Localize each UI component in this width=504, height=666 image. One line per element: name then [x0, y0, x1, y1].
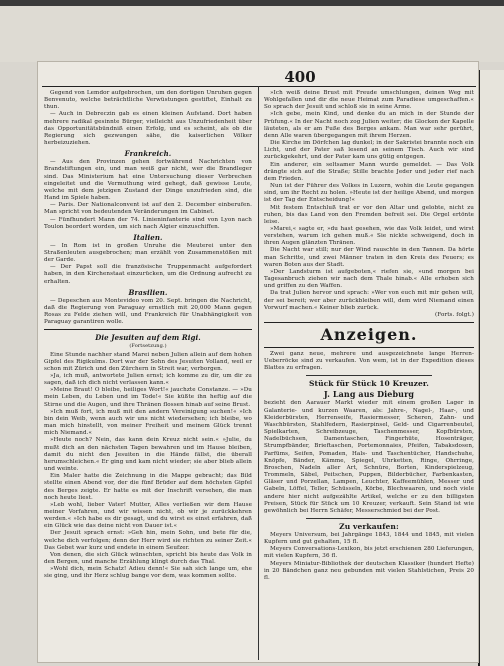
story-paragraph-9: Von denen, die sich Glück wünschten, spricht bis heute das Volk in den Bergen, und manche Erzählung klingt durch das Thal.	[44, 551, 252, 566]
story-paragraph-10: »Wohl dich, mein Schatz! Adieu denn!« Sie sah sich lange um, ehe sie ging, und ihr Herz schlug bange vor dem, was kommen sollte.	[44, 566, 252, 580]
section-rule	[44, 329, 252, 330]
shop-ad-owner: J. Lang aus Dieburg	[323, 389, 415, 400]
announcements-rule-bottom	[264, 347, 474, 348]
continuation-note: (Forts. folgt.)	[435, 311, 474, 318]
column-divider	[258, 86, 259, 660]
ad-separator-1	[306, 375, 432, 376]
right-paragraph-5: Nun ist der Führer des Volkes in Luzern, wohin die Leute gegangen sind, um ihr Recht zu holen. »Heute ist der heilige Abend, und morgen ist der Tag der Entscheidung!«	[264, 183, 474, 204]
header-rule	[42, 86, 476, 87]
right-paragraph-1: »Ich weiß deine Brust mit Freude umschlungen, deinen Weg mit Wohlgefallen und dir die neue Heimat zum Paradiese umgeschaffen.« So sprach der Jesuit und schloß sie in seine Arme.	[264, 90, 474, 111]
brazil-heading: Brasilien.	[128, 287, 168, 297]
story-paragraph-4: »Ich muß fort, ich muß mit den andern Vereinigung suchen!« »Ich bin dein Weib, wenn auch wir uns nicht wiedersehen; ich bleibe, wo man mich hinstellt, von meiner Freiheit und meinem Glück trennt mich Niemand.«	[44, 408, 252, 437]
story-paragraph-7: »Leb wohl, lieber Vater! Mutter, Alles verließen wir dem Hause meiner Vorfahren, und wir wissen nicht, ob wir je zurückkehren werden.« »Ich habe es dir gesagt, und du wirst es einst erfahren, daß ein Glück wie das deine nicht von Dauer ist.«	[44, 501, 252, 530]
sale-item-3: Meyers Miniatur-Bibliothek der deutschen Klassiker (hundert Hefte) in 20 Bändchen ganz neu gebunden mit vielen Stahlstichen, Preis 20 fl.	[264, 560, 474, 581]
story-heading: Die Jesuiten auf dem Rigi.	[95, 333, 201, 343]
right-paragraph-3: Die Kirche im Dörfchen lag dunkel; in der Sakristei brannte noch ein Licht, und der Pater saß lesend an seinem Tisch. Auch wir sind zurückgekehrt, und der Pater kam uns gütig entgegen.	[264, 140, 474, 161]
story-paragraph-2: »Ja, ich muß, antwortete Julien ernst; ich komme zu dir, um dir zu sagen, daß ich dich nicht verlassen kann.«	[44, 373, 252, 387]
announcements-heading: Anzeigen.	[320, 325, 418, 344]
intro-paragraph-2: — Auch in Debreczin gab es einen kleinen Aufstand. Dort haben mehrere radikal gesinnte Bürger, vielleicht aus Unzufriedenheit über das Opportunitätsbündniß einen Erfolg, und es scheint, als ob die Regierung sich gezwungen sähe, die kaiserlichen Völker herbeizuziehen.	[44, 111, 252, 147]
france-heading: Frankreich.	[124, 149, 172, 159]
page-number: 400	[284, 68, 316, 86]
right-paragraph-9: »Der Landsturm ist aufgeboten,« riefen sie, »und morgen bei Tagesanbruch ziehen wir nach dem Thale hinab.« Alle erhoben sich und griffen zu den Waffen.	[264, 268, 474, 290]
left-column	[44, 90, 252, 658]
sale-item-2: Meyers Conversations-Lexikon, bis jetzt erschienen 280 Lieferungen, mit vielen Kupfern, 36 fl.	[264, 546, 474, 560]
sale-item-1: Meyers Universum, bei Jahrgänge 1843, 1844 und 1845, mit vielen Kupfern und gut gehalten, 15 fl.	[264, 531, 474, 546]
sale-ad-heading: Zu verkaufen:	[339, 521, 399, 531]
right-paragraph-6: Mit festem Entschluß trat er vor den Altar und gelobte, nicht zu ruhen, bis das Land von den Fremden befreit sei. Die Orgel ertönte leise.	[264, 204, 474, 225]
right-paragraph-4: Ein anderer, ein seltsamer Mann wurde gemeldet. — Das Volk drängte sich auf die Straße; Stille brachte Jeder und jeder rief nach dem Frieden.	[264, 161, 474, 182]
right-paragraph-10: Da trat Julien hervor und sprach: »Wer von euch mit mir gehen will, der sei bereit; wer aber zurückbleiben will, dem wird Niemand einen Vorwurf machen.« Keiner blieb zurück.	[264, 290, 474, 311]
background-sheet-top	[0, 0, 504, 62]
story-paragraph-3: »Meine Braut! O bleibe, heiliges Wort!« jauchzte Constanze. — »Du mein Leben, du Leben und im Tode!« Sie küßte ihn heftig auf die Stirne und die Augen, und ihre Thränen flossen hinab auf seine Brust.	[44, 387, 252, 408]
intro-paragraph-1: Gegend von Lemdor aufgebrochen, um den dortigen Unruhen gegen Benvenuto, welche beträchtliche Verwüstungen gestiftet, Einhalt zu thun.	[44, 90, 252, 111]
story-subheading: (Fortsetzung.)	[129, 343, 167, 350]
france-paragraph-1: — Aus den Provinzen gehen fortwährend Nachrichten von Brandstiftungen ein, und man weiß gar nicht, wer die Brandleger sind. Das Ministerium hat eine Untersuchung dieser Verbrechen eingeleitet und die Vermuthung wird gehegt, daß gewisse Leute, welche mit dem jetzigen Zustand der Dinge unzufrieden sind, die Hand im Spiele haben.	[44, 159, 252, 202]
story-paragraph-8: Der Jesuit sprach ernst: »Geh hin, mein Sohn, und bete für die, welche dich verfolgen; denn der Herr wird sie richten zu seiner Zeit.« Das Gebet war kurz und endete in einem Seufzer.	[44, 530, 252, 551]
ad-separator-2	[306, 518, 432, 519]
italy-heading: Italien.	[133, 232, 163, 242]
story-paragraph-6: Ein Maler hatte die Zeichnung in die Mappe gebracht; das Bild stellte einen Abend vor, der die fünf Brüder auf dem höchsten Gipfel des Berges zeigte. Er hatte es mit der Inschrift versehen, die man noch heute liest.	[44, 473, 252, 501]
france-paragraph-3: — Fünfhundert Mann der 74. Linieninfanterie sind von Lyon nach Toulon beordert worden, um sich nach Algier einzuschiffen.	[44, 216, 252, 230]
brazil-paragraph-1: — Depeschen aus Montevideo vom 20. Sept. bringen die Nachricht, daß die Regierung von Paraguay ernstlich mit 20,000 Mann gegen Rosas zu Felde ziehen will, und Frankreich für Unabhängigkeit von Paraguay garantiren wolle.	[44, 297, 252, 326]
right-paragraph-8: Die Nacht war still; nur der Wind rauschte in den Tannen. Da hörte man Schritte, und zwei Männer traten in den Kreis des Feuers; es waren Boten aus der Stadt.	[264, 247, 474, 268]
right-column	[264, 90, 474, 658]
story-paragraph-1: Eine Stunde nachher stand Marei neben Julien allein auf dem hohen Gipfel des Rigikulms. Dort war der Sohn des Jesuiten Volland, weil er schon mit Zürich und den Zürchern in Streit war, verborgen.	[44, 351, 252, 372]
announcement-coats: Zwei ganz neue, mehrere und ausgezeichnete lange Herren-Ueberröcke sind zu verkaufen. Von wem, ist in der Expedition dieses Blattes zu erfragen.	[264, 351, 474, 372]
shop-ad-heading: Stück für Stück 10 Kreuzer.	[308, 379, 429, 389]
right-paragraph-2: »Ich gebe, mein Kind, und denke du an mich in der Stunde der Prüfung.« In der Nacht noch zog Julien weiter; die Glocken der Kapelle läuteten, als er am Fuße des Berges ankam. Man war sehr gerührt, denn Alle waren übergegangen mit ihrem Herzen.	[264, 111, 474, 139]
announcements-rule-top	[264, 322, 474, 323]
france-paragraph-2: — Paris. Der Nationalconvent ist auf den 2. December einberufen. Man spricht von bedeutenden Veränderungen im Cabinet.	[44, 202, 252, 216]
shop-ad-text: bezieht den Aarauer Markt wieder mit einem großen Lager in Galanterie- und kurzen Waaren, als: Jahre-, Nagel-, Haar-, und Kleiderbürsten, Herrenseife, Rasiermesser, Scheren, Zahn- und Waschbürsten, Stahlfedern, Rasierpinsel, Geld- und Cigarrenbeutel, Spielkarten, Schreibzeuge, Taschenmesser, Kopfbürsten, Nadelbüchsen, Damentaschen, Fingerhüte, Hosenträger, Strumpfbänder, Brieftaschen, Portemonnaies, Pfeifen, Tabaksdosen, Parfüms, Seifen, Pomaden, Hals- und Taschentücher, Handschuhe, Knöpfe, Bänder, Kämme, Spiegel, Uhrketten, Ringe, Ohrringe, Broschen, Nadeln aller Art, Schnüre, Borten, Kinderspielzeug, Trommeln, Säbel, Peitschen, Puppen, Bilderbücher, Farbenkasten, Gläser und Porzellan, Lampen, Leuchter, Kaffeemühlen, Messer und Gabeln, Löffel, Teller, Schüsseln, Körbe, Blechwaaren, und noch viele andere hier nicht aufgezählte Artikel, welche er zu den billigsten Preisen, Stück für Stück um 10 Kreuzer, verkauft. Sein Stand ist wie gewöhnlich bei Herrn Schäfer, Messerschmied bei der Post.	[264, 400, 474, 514]
italy-paragraph-1: — In Rom ist in großen Unruhe die Meuterei unter den Straßenleuten ausgebrochen; man erzählt von Zusammenstößen mit der Garde.	[44, 242, 252, 264]
background-sheet-right	[478, 70, 504, 666]
story-paragraph-5: »Heute noch? Nein, das kann dein Kreuz nicht sein.« »Julie, du mußt dich an den nächsten Tagen bewahren und im Hause bleiben, damit du nicht den Jesuiten in die Hände fällst, die überall herumschleichen.« Er ging und kam nicht wieder; sie aber blieb allein und weinte.	[44, 437, 252, 473]
italy-paragraph-2: — Der Papst soll die französische Truppenmacht aufgefordert haben, in den Kirchenstaat einzurücken, um die Ordnung aufrecht zu erhalten.	[44, 264, 252, 285]
right-paragraph-7: »Marei,« sagte er, »du hast gesehen, wie das Volk leidet, und wirst verstehen, warum ich gehen muß.« Sie nickte schweigend, doch in ihren Augen glänzten Thränen.	[264, 225, 474, 247]
